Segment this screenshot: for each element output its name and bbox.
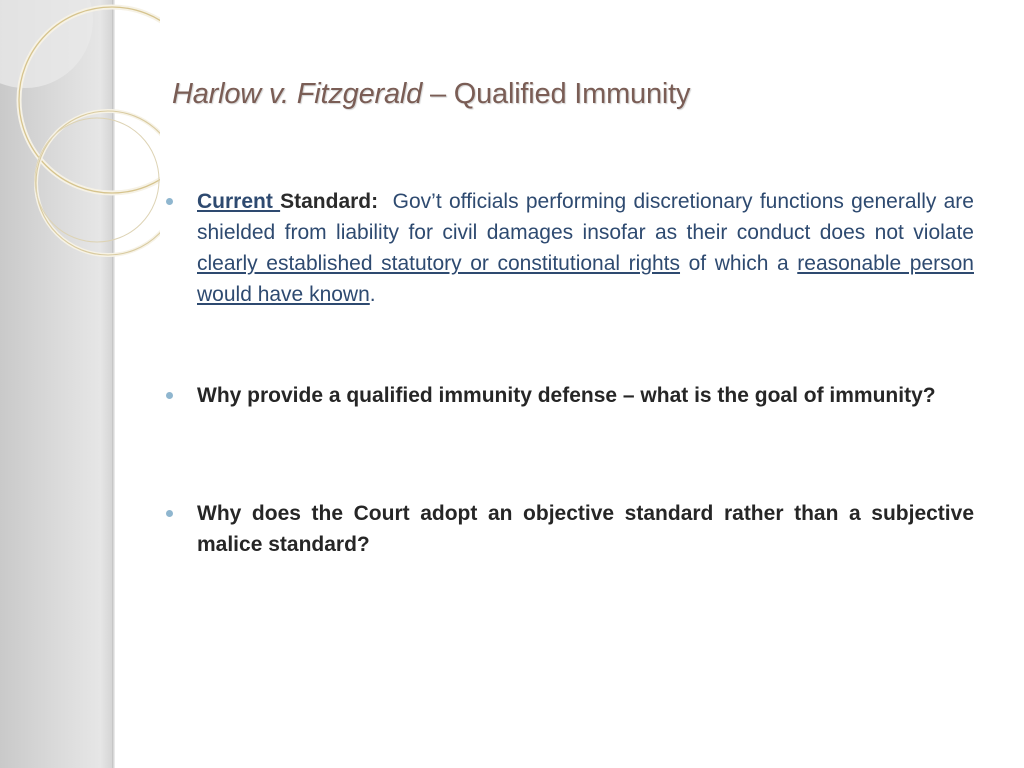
bullet-objective-standard [164, 498, 974, 560]
decorative-rings [0, 0, 160, 260]
decorative-ring-middle [36, 111, 160, 255]
bullet-heading [197, 190, 378, 213]
slide-title [172, 78, 972, 111]
heading-underlined: Current [197, 190, 281, 213]
bullet-dot [166, 510, 173, 517]
bullet-dot [166, 392, 173, 399]
standard-text-a: Gov’t officials performing discretionary functions generally are shielded from liability for civil damages insofar as their conduct does not violate [197, 190, 980, 244]
heading-rest: Standard: [280, 190, 379, 213]
standard-text-c: . [369, 283, 376, 306]
link-clearly-established-rights[interactable]: clearly established statutory or constitutional rights [197, 252, 681, 275]
bullet-text: Why does the Court adopt an objective standard rather than a subjective malice standard? [197, 502, 974, 556]
standard-text-b: of which a [680, 252, 798, 275]
title-topic: – Qualified Immunity [422, 78, 691, 110]
link-reasonable-person[interactable]: reasonable person would have known [197, 252, 974, 306]
bullet-immunity-goal [164, 380, 974, 411]
bullet-list [164, 186, 980, 560]
bullet-current-standard [164, 186, 980, 310]
bullet-dot [166, 198, 173, 205]
title-case-name: Harlow v. Fitzgerald [172, 78, 423, 110]
bullet-text: Why provide a qualified immunity defense – what is the goal of immunity? [197, 384, 936, 407]
